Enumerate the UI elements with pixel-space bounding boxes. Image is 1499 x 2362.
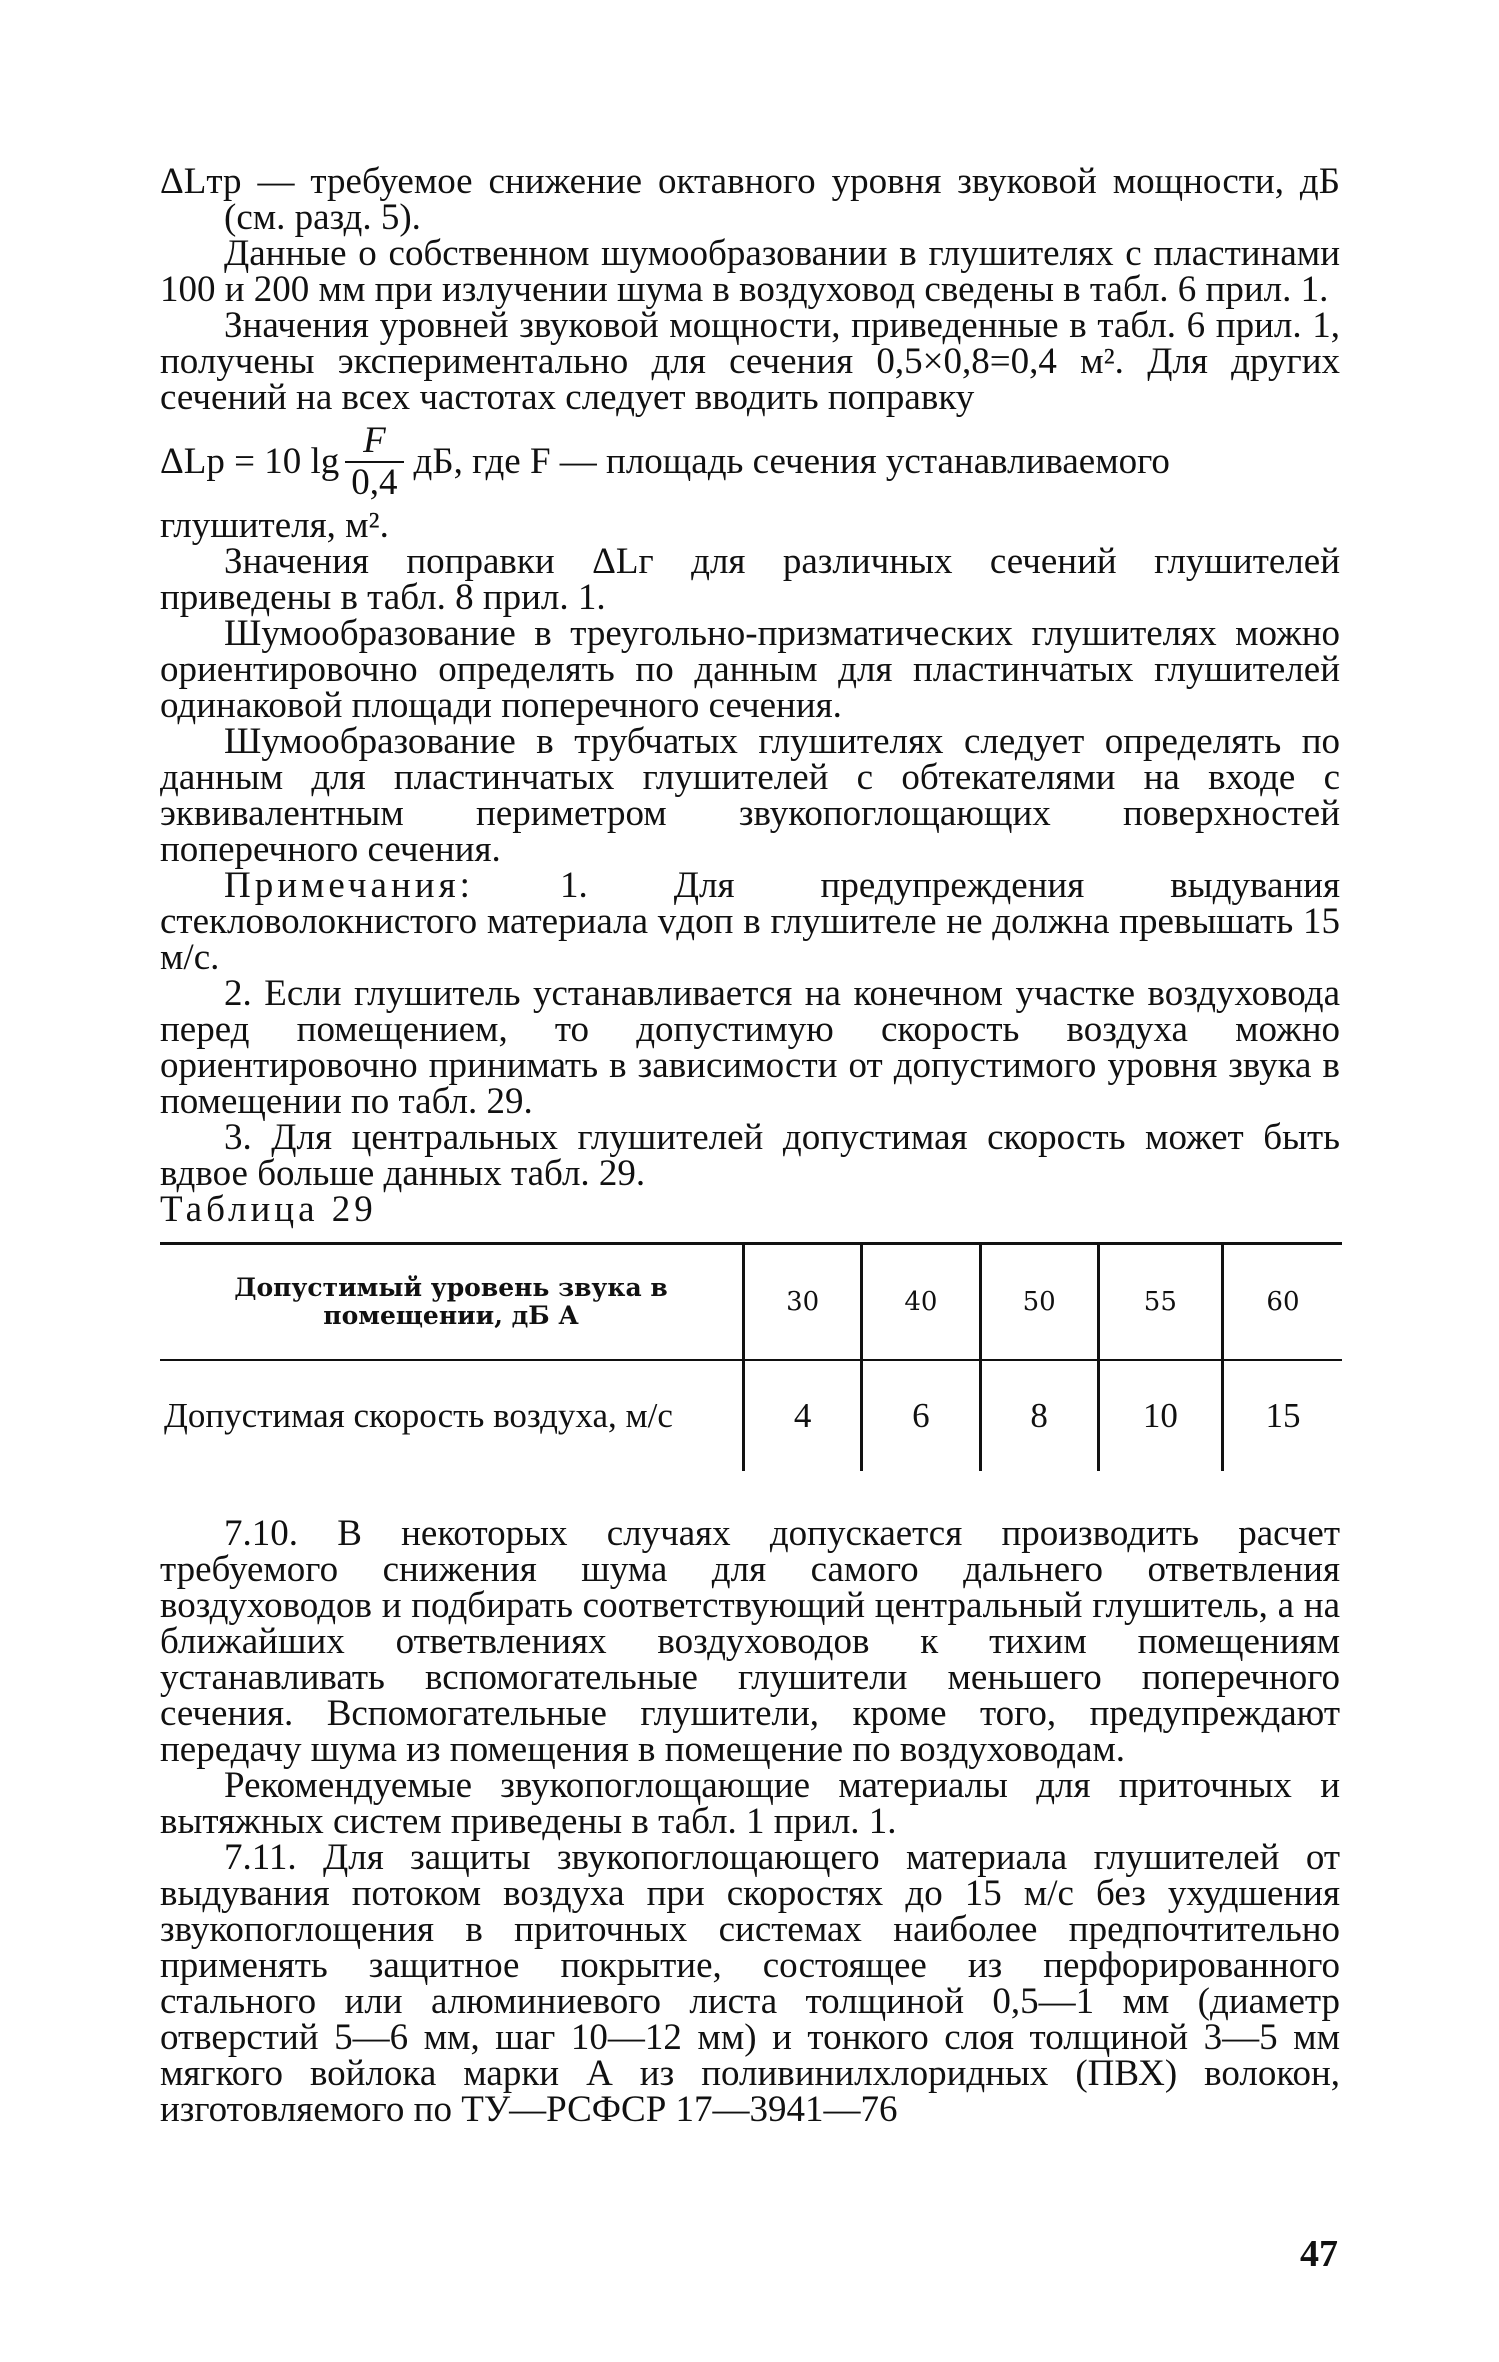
paragraph: глушителя, м². [160, 505, 389, 546]
table-header-label: Допустимый уровень звука в помещении, дБ А [160, 1244, 744, 1361]
table-cell: 15 [1222, 1360, 1342, 1471]
table-row [160, 1360, 1342, 1471]
page-number: 47 [1300, 2233, 1338, 2275]
notes-heading: Примечания: [224, 865, 474, 906]
formula-lhs: ΔLр = 10 lg [160, 441, 340, 482]
table-cell: 4 [744, 1360, 862, 1471]
table-cell: 50 [980, 1244, 1098, 1361]
note-3: 3. Для центральных глушителей допустимая скорость может быть вдвое больше данных табл. 29. [160, 1117, 1340, 1194]
paragraph: ΔLтр — требуемое снижение октавного уровня звуковой мощности, дБ (см. разд. 5). [160, 161, 1340, 238]
paragraph: Значения поправки ΔLг для различных сечений глушителей приведены в табл. 8 прил. 1. [160, 541, 1340, 618]
table-cell: 40 [862, 1244, 980, 1361]
table-cell: 6 [862, 1360, 980, 1471]
formula-rhs: дБ, где F — площадь сечения устанавливаемого [413, 441, 1170, 482]
paragraph: Шумообразование в треугольно-призматических глушителях можно ориентировочно определять по данным для пластинчатых глушителей одинаковой площади поперечного сечения. [160, 613, 1340, 726]
data-table [160, 1242, 1342, 1471]
formula-numerator: F [363, 420, 386, 461]
table-row-label: Допустимая скорость воздуха, м/с [164, 1396, 673, 1435]
table-cell: 55 [1098, 1244, 1222, 1361]
formula-line [160, 416, 1340, 508]
paragraph: Значения уровней звуковой мощности, приведенные в табл. 6 прил. 1, получены экспериментально для сечения 0,5×0,8=0,4 м². Для других сечений на всех частотах следует вводить поправку [160, 305, 1340, 418]
formula-fraction [345, 421, 403, 503]
note-1 [160, 865, 1340, 978]
table-cell: 30 [744, 1244, 862, 1361]
top-text-block [160, 161, 1340, 1471]
paragraph: Данные о собственном шумообразовании в глушителях с пластинами 100 и 200 мм при излучении шума в воздуховод сведены в табл. 6 прил. 1. [160, 233, 1340, 310]
table-cell: 10 [1098, 1360, 1222, 1471]
note-2: 2. Если глушитель устанавливается на конечном участке воздуховода перед помещением, то допустимую скорость воздуха можно ориентировочно принимать в зависимости от допустимого уровня звука в помещении по табл. 29. [160, 973, 1340, 1122]
note-1-text: 1. Для предупреждения выдувания стекловолокнистого материала vдоп в глушителе не должна превышать 15 м/с. [160, 865, 1340, 978]
paragraph: Рекомендуемые звукопоглощающие материалы для приточных и вытяжных систем приведены в табл. 1 прил. 1. [160, 1765, 1340, 1842]
table-header-row [160, 1244, 1342, 1361]
bottom-text-block [160, 1513, 1340, 2130]
paragraph: 7.11. Для защиты звукопоглощающего материала глушителей от выдувания потоком воздуха при скоростях до 15 м/с без ухудшения звукопоглощения в приточных системах наиболее предпочтительно применять защитное покрытие, состоящее из перфорированного стального или алюминиевого листа толщиной 0,5—1 мм (диаметр отверстий 5—6 мм, шаг 10—12 мм) и тонкого слоя толщиной 3—5 мм мягкого войлока марки А из поливинилхлоридных (ПВХ) волокон, изготовляемого по ТУ—РСФСР 17—3941—76 [160, 1837, 1340, 2130]
paragraph: 7.10. В некоторых случаях допускается производить расчет требуемого снижения шума для самого дальнего ответвления воздуховодов и подбирать соответствующий центральный глушитель, а на ближайших ответвлениях воздуховодов к тихим помещениям устанавливать вспомогательные глушители меньшего поперечного сечения. Вспомогательные глушители, кроме того, предупреждают передачу шума из помещения в помещение по воздуховодам. [160, 1513, 1340, 1770]
table-title: Таблица 29 [160, 1189, 377, 1230]
formula-denominator: 0,4 [345, 461, 403, 503]
table-cell: 8 [980, 1360, 1098, 1471]
table-cell: 60 [1222, 1244, 1342, 1361]
paragraph: Шумообразование в трубчатых глушителях следует определять по данным для пластинчатых глушителей с обтекателями на входе с эквивалентным периметром звукопоглощающих поверхностей поперечного сечения. [160, 721, 1340, 870]
